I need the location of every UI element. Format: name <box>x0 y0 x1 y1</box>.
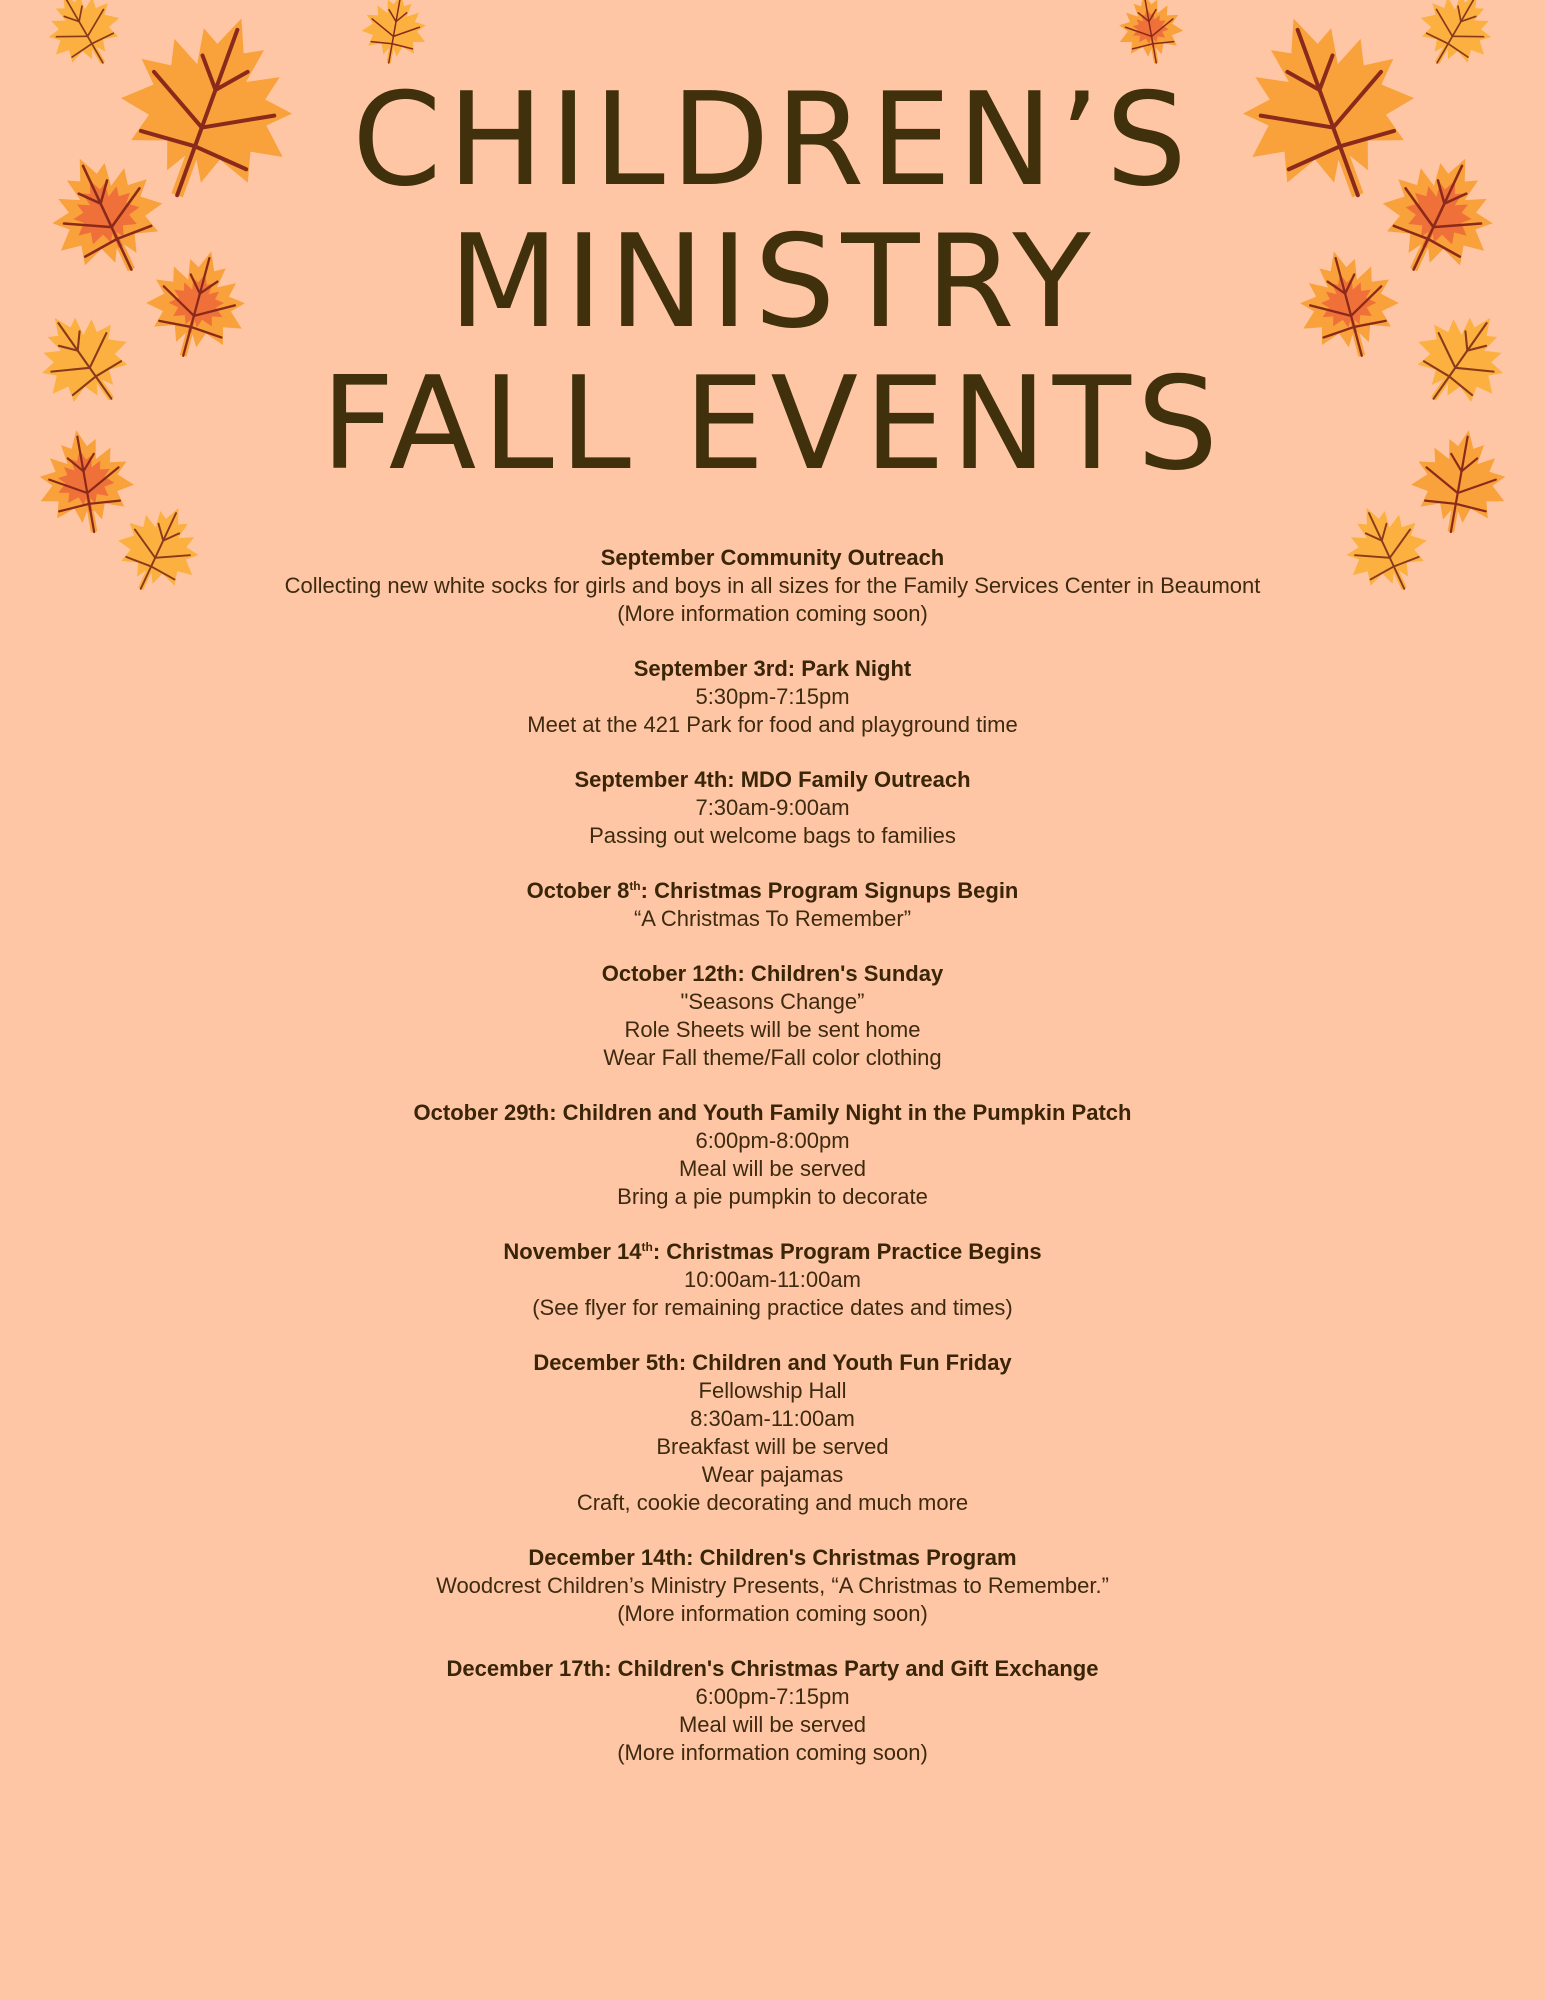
event-item <box>0 1544 1545 1628</box>
event-title: October 29th: Children and Youth Family Night in the Pumpkin Patch <box>413 1100 1132 1125</box>
title-line-2: MINISTRY <box>448 208 1097 357</box>
event-title: September Community Outreach <box>600 545 945 570</box>
event-title-name: : Christmas Program Practice Begins <box>652 1239 1042 1264</box>
event-detail: Woodcrest Children’s Ministry Presents, “A Christmas to Remember.” <box>436 1573 1109 1598</box>
event-detail: Bring a pie pumpkin to decorate <box>617 1184 928 1209</box>
page-title <box>0 66 1545 499</box>
event-title-ordinal: th <box>641 1240 653 1254</box>
event-detail: Meal will be served <box>678 1156 867 1181</box>
event-title-ordinal: th <box>629 879 641 893</box>
event-title-name: : Christmas Program Signups Begin <box>640 878 1019 903</box>
event-item <box>0 766 1545 850</box>
event-detail: “A Christmas To Remember” <box>633 906 912 931</box>
title-line-1: CHILDREN’S <box>352 66 1193 215</box>
event-title <box>0 877 1545 905</box>
event-detail: Wear Fall theme/Fall color clothing <box>603 1045 942 1070</box>
event-title: September 3rd: Park Night <box>633 656 912 681</box>
event-detail: Role Sheets will be sent home <box>624 1017 921 1042</box>
maple-leaf-icon <box>1095 0 1205 65</box>
event-detail: Collecting new white socks for girls and boys in all sizes for the Family Services Center in Beaumont <box>284 573 1261 598</box>
event-detail: Breakfast will be served <box>656 1434 889 1459</box>
event-item <box>0 877 1545 933</box>
event-title: December 14th: Children's Christmas Program <box>528 1545 1017 1570</box>
event-item <box>0 544 1545 628</box>
event-detail: (More information coming soon) <box>617 601 928 626</box>
maple-leaf-icon <box>340 0 450 65</box>
event-title: September 4th: MDO Family Outreach <box>574 767 971 792</box>
event-title <box>0 1238 1545 1266</box>
event-detail: Craft, cookie decorating and much more <box>576 1490 969 1515</box>
event-item <box>0 960 1545 1072</box>
event-detail: Wear pajamas <box>701 1462 844 1487</box>
event-item <box>0 1349 1545 1517</box>
maple-leaf-icon <box>1400 0 1515 70</box>
events-list <box>0 544 1545 1794</box>
event-detail: 5:30pm-7:15pm <box>695 684 850 709</box>
event-detail: Meet at the 421 Park for food and playground time <box>527 712 1018 737</box>
event-detail: "Seasons Change” <box>680 989 865 1014</box>
event-title-date: November 14 <box>503 1239 642 1264</box>
event-detail: 7:30am-9:00am <box>695 795 850 820</box>
event-detail: 6:00pm-7:15pm <box>695 1684 850 1709</box>
event-title: December 17th: Children's Christmas Party and Gift Exchange <box>446 1656 1099 1681</box>
event-detail: (See flyer for remaining practice dates and times) <box>532 1295 1013 1320</box>
event-item <box>0 1238 1545 1322</box>
event-title: October 12th: Children's Sunday <box>601 961 944 986</box>
event-detail: 10:00am-11:00am <box>684 1267 861 1292</box>
title-line-3: FALL EVENTS <box>320 350 1225 499</box>
event-detail: (More information coming soon) <box>617 1601 928 1626</box>
event-item <box>0 655 1545 739</box>
event-detail: 8:30am-11:00am <box>690 1406 855 1431</box>
event-detail: Meal will be served <box>678 1712 867 1737</box>
event-detail: (More information coming soon) <box>617 1740 928 1765</box>
event-title-date: October 8 <box>526 878 630 903</box>
event-detail: Passing out welcome bags to families <box>589 823 956 848</box>
event-title: December 5th: Children and Youth Fun Friday <box>533 1350 1012 1375</box>
event-detail: Fellowship Hall <box>698 1378 847 1403</box>
event-detail: 6:00pm-8:00pm <box>695 1128 850 1153</box>
event-item <box>0 1655 1545 1767</box>
event-item <box>0 1099 1545 1211</box>
